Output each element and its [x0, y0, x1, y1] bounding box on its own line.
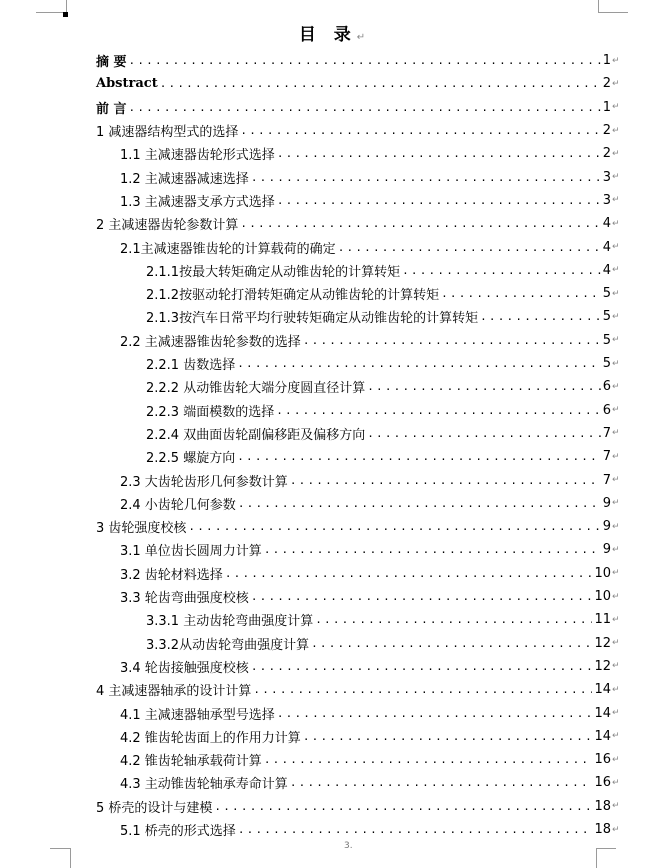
toc-dot-leader [277, 147, 601, 160]
toc-entry-label: 4.1 主减速器轴承型号选择 [120, 707, 275, 723]
toc-entry[interactable] [146, 422, 620, 445]
paragraph-mark: ↵ [612, 568, 620, 579]
toc-entry-page-number: 14 [594, 728, 611, 744]
toc-entry-label: 2.2.4 双曲面齿轮副偏移距及偏移方向 [146, 427, 366, 443]
toc-entry-label: 5.1 桥壳的形式选择 [120, 824, 236, 840]
crop-mark-bottom-left-h [50, 848, 70, 849]
toc-entry-page-number: 3 [602, 169, 611, 185]
toc-entry-label: 2.1.2按驱动轮打滑转矩确定从动锥齿轮的计算转矩 [146, 288, 440, 304]
toc-entry-label: 4.2 锥齿轮轴承载荷计算 [120, 754, 262, 770]
paragraph-mark: ↵ [612, 311, 620, 322]
toc-entry-label: 3.4 轮齿接触强度校核 [120, 660, 249, 676]
toc-dot-leader [367, 427, 601, 440]
crop-mark-bottom-right-v [596, 848, 597, 868]
toc-entry[interactable] [120, 166, 620, 189]
toc-entry-label: 2.2.2 从动锥齿轮大端分度圆直径计算 [146, 381, 366, 397]
paragraph-mark: ↵ [612, 55, 620, 66]
toc-entry-page-number: 14 [594, 705, 611, 721]
toc-entry-page-number: 12 [594, 635, 611, 651]
toc-entry-label: 2.2 主减速器锥齿轮参数的选择 [120, 334, 301, 350]
toc-entry[interactable] [120, 538, 620, 561]
toc-entry-label: 2.3 大齿轮齿形几何参数计算 [120, 474, 288, 490]
toc-entry[interactable] [96, 49, 620, 72]
toc-dot-leader [276, 404, 601, 417]
paragraph-mark: ↵ [612, 708, 620, 719]
toc-entry-label: 4.3 主动锥齿轮轴承寿命计算 [120, 777, 288, 793]
toc-dot-leader [277, 707, 593, 720]
toc-entry-label: 2.1.1按最大转矩确定从动锥齿轮的计算转矩 [146, 264, 401, 280]
toc-title [0, 20, 664, 45]
toc-entry-label: 4.2 锥齿轮齿面上的作用力计算 [120, 730, 301, 746]
toc-entry-page-number: 18 [594, 798, 611, 814]
anchor-marker [63, 12, 68, 17]
paragraph-mark: ↵ [612, 288, 620, 299]
toc-entry-page-number: 10 [594, 565, 611, 581]
paragraph-mark: ↵ [612, 148, 620, 159]
toc-dot-leader [225, 567, 593, 580]
paragraph-mark: ↵ [612, 125, 620, 136]
paragraph-mark: ↵ [612, 684, 620, 695]
toc-entry[interactable] [120, 562, 620, 585]
toc-entry-label: 5 桥壳的设计与建模 [96, 800, 213, 816]
toc-entry[interactable] [120, 235, 620, 258]
toc-dot-leader [237, 357, 601, 370]
toc-dot-leader [240, 217, 600, 230]
toc-entry-label: 1.3 主减速器支承方式选择 [120, 194, 275, 210]
toc-dot-leader [264, 543, 601, 556]
toc-entry[interactable] [120, 725, 620, 748]
toc-entry-page-number: 16 [594, 752, 611, 768]
paragraph-mark: ↵ [612, 405, 620, 416]
crop-mark-bottom-left-v [70, 848, 71, 868]
toc-entry-page-number: 14 [594, 682, 611, 698]
toc-entry-page-number: 4 [602, 216, 611, 232]
paragraph-mark: ↵ [612, 777, 620, 788]
toc-entry-page-number: 9 [602, 542, 611, 558]
paragraph-mark: ↵ [612, 661, 620, 672]
paragraph-mark: ↵ [612, 195, 620, 206]
toc-entry[interactable] [96, 119, 620, 142]
toc-dot-leader [402, 264, 601, 277]
toc-entry-label: 2.1主减速器锥齿轮的计算载荷的确定 [120, 241, 336, 257]
toc-dot-leader [277, 194, 601, 207]
toc-dot-leader [214, 800, 592, 813]
toc-entry-page-number: 4 [602, 239, 611, 255]
toc-entry[interactable] [120, 189, 620, 212]
toc-entry[interactable] [146, 305, 620, 328]
paragraph-mark: ↵ [612, 731, 620, 742]
paragraph-mark: ↵ [612, 335, 620, 346]
toc-entry[interactable] [146, 259, 620, 282]
toc-entry[interactable] [96, 96, 620, 119]
toc-entry[interactable] [120, 655, 620, 678]
paragraph-mark: ↵ [612, 428, 620, 439]
toc-entry[interactable] [96, 72, 620, 95]
crop-mark-top-right-h [598, 12, 628, 13]
toc-entry[interactable] [96, 795, 620, 818]
toc-dot-leader [238, 497, 601, 510]
toc-entry-label: 摘 要 [96, 55, 127, 71]
toc-entry[interactable] [146, 282, 620, 305]
paragraph-mark: ↵ [612, 591, 620, 602]
paragraph-mark: ↵ [612, 242, 620, 253]
paragraph-mark: ↵ [612, 218, 620, 229]
toc-entry-label: 1.1 主减速器齿轮形式选择 [120, 148, 275, 164]
paragraph-mark: ↵ [612, 754, 620, 765]
paragraph-mark: ↵ [612, 801, 620, 812]
toc-entry[interactable] [146, 445, 620, 468]
toc-dot-leader [251, 171, 601, 184]
toc-entry-label: 1 减速器结构型式的选择 [96, 125, 239, 141]
toc-entry-page-number: 3 [602, 192, 611, 208]
toc-entry-label: 3 齿轮强度校核 [96, 521, 187, 537]
toc-entry-page-number: 1 [602, 99, 611, 115]
toc-entry-label: 3.3.2从动齿轮弯曲强度计算 [146, 637, 310, 653]
toc-entry-page-number: 2 [602, 123, 611, 139]
paragraph-mark: ↵ [612, 498, 620, 509]
toc-entry-page-number: 5 [602, 309, 611, 325]
toc-dot-leader [290, 776, 593, 789]
toc-entry-label: 1.2 主减速器减速选择 [120, 171, 249, 187]
toc-entry-label: 2.2.1 齿数选择 [146, 358, 236, 374]
toc-entry-label: 前 言 [96, 101, 127, 117]
paragraph-mark: ↵ [612, 358, 620, 369]
crop-mark-top-left-h [36, 12, 66, 13]
paragraph-mark: ↵ [612, 521, 620, 532]
toc-dot-leader [290, 474, 601, 487]
toc-entry-label: 2.2.5 螺旋方向 [146, 451, 236, 467]
toc-entry-page-number: 12 [594, 658, 611, 674]
toc-entry-page-number: 6 [602, 402, 611, 418]
toc-entry-page-number: 7 [602, 472, 611, 488]
toc-entry[interactable] [96, 678, 620, 701]
toc-entry[interactable] [146, 399, 620, 422]
toc-entry[interactable] [120, 818, 620, 841]
toc-entry[interactable] [120, 142, 620, 165]
toc-entry-page-number: 5 [602, 332, 611, 348]
toc-dot-leader [264, 753, 593, 766]
toc-dot-leader [251, 590, 593, 603]
paragraph-mark: ↵ [612, 638, 620, 649]
toc-entry-label: 2 主减速器齿轮参数计算 [96, 218, 239, 234]
paragraph-mark: ↵ [612, 451, 620, 462]
paragraph-mark: ↵ [356, 32, 366, 43]
paragraph-mark: ↵ [612, 265, 620, 276]
paragraph-mark: ↵ [612, 544, 620, 555]
paragraph-mark: ↵ [612, 78, 620, 89]
toc-entry[interactable] [120, 329, 620, 352]
toc-dot-leader [311, 637, 592, 650]
toc-dot-leader [315, 613, 592, 626]
paragraph-mark: ↵ [612, 172, 620, 183]
toc-dot-leader [240, 124, 600, 137]
toc-entry[interactable] [146, 608, 620, 631]
toc-dot-leader [480, 310, 601, 323]
toc-entry[interactable] [120, 701, 620, 724]
paragraph-mark: ↵ [612, 381, 620, 392]
paragraph-mark: ↵ [612, 102, 620, 113]
toc-entry[interactable] [96, 515, 620, 538]
toc-title-text: 目 录 [298, 25, 357, 45]
toc-dot-leader [338, 241, 601, 254]
toc-entry-page-number: 10 [594, 589, 611, 605]
toc-dot-leader [303, 334, 601, 347]
toc-entry[interactable] [120, 585, 620, 608]
toc-entry-page-number: 18 [594, 822, 611, 838]
toc-entry-label: 4 主减速器轴承的设计计算 [96, 684, 252, 700]
toc-entry[interactable] [120, 492, 620, 515]
toc-dot-leader [251, 660, 593, 673]
toc-entry-page-number: 11 [594, 612, 611, 628]
footer-page-number: 3. [344, 841, 353, 851]
toc-entry-page-number: 2 [602, 146, 611, 162]
paragraph-mark: ↵ [612, 614, 620, 625]
toc-entry-label: 2.1.3按汽车日常平均行驶转矩确定从动锥齿轮的计算转矩 [146, 311, 479, 327]
toc-dot-leader [129, 101, 601, 114]
crop-mark-bottom-right-h [596, 848, 616, 849]
toc-dot-leader [238, 823, 593, 836]
toc-entry[interactable] [146, 352, 620, 375]
toc-entry[interactable] [146, 632, 620, 655]
toc-entry-label: 2.2.3 端面模数的选择 [146, 404, 275, 420]
toc-entry[interactable] [120, 771, 620, 794]
toc-entry-page-number: 16 [594, 775, 611, 791]
toc-dot-leader [129, 54, 601, 67]
paragraph-mark: ↵ [612, 824, 620, 835]
toc-entry-page-number: 5 [602, 286, 611, 302]
toc-entry-page-number: 7 [602, 425, 611, 441]
toc-dot-leader [253, 683, 592, 696]
crop-mark-top-left-v [66, 0, 67, 12]
toc-dot-leader [160, 77, 601, 90]
toc-entry[interactable] [120, 748, 620, 771]
toc-entry-page-number: 9 [602, 519, 611, 535]
toc-entry-page-number: 1 [602, 53, 611, 69]
toc-entry[interactable] [120, 468, 620, 491]
toc-entry-label: Abstract [96, 76, 158, 92]
toc-entry[interactable] [146, 375, 620, 398]
toc-entry-page-number: 2 [602, 76, 611, 92]
toc-entry[interactable] [96, 212, 620, 235]
toc-dot-leader [188, 520, 600, 533]
toc-entry-label: 3.1 单位齿长圆周力计算 [120, 544, 262, 560]
toc-dot-leader [237, 450, 601, 463]
toc-entry-label: 3.2 齿轮材料选择 [120, 567, 223, 583]
crop-mark-top-right-v [598, 0, 599, 12]
toc-entry-page-number: 4 [602, 262, 611, 278]
paragraph-mark: ↵ [612, 475, 620, 486]
toc-entry-page-number: 6 [602, 379, 611, 395]
toc-entry-label: 2.4 小齿轮几何参数 [120, 497, 236, 513]
toc-entry-label: 3.3 轮齿弯曲强度校核 [120, 591, 249, 607]
toc-dot-leader [367, 380, 601, 393]
toc-entry-page-number: 7 [602, 449, 611, 465]
toc-entry-page-number: 5 [602, 356, 611, 372]
toc-entry-label: 3.3.1 主动齿轮弯曲强度计算 [146, 614, 314, 630]
toc-dot-leader [303, 730, 593, 743]
toc-dot-leader [441, 287, 601, 300]
toc-entry-page-number: 9 [602, 495, 611, 511]
